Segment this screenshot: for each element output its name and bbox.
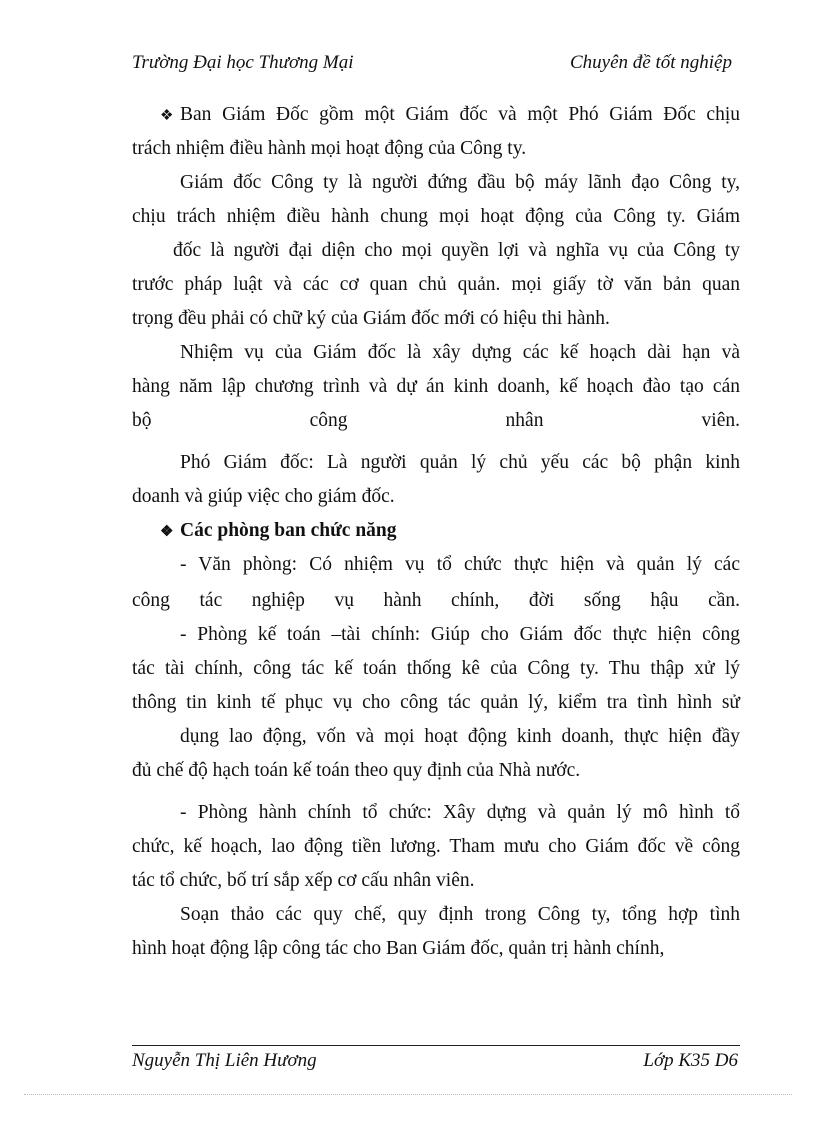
body-line: - Văn phòng: Có nhiệm vụ tổ chức thực hiện và quản lý các (180, 554, 740, 575)
body-line: hàng năm lập chương trình và dự án kinh doanh, kế hoạch đào tạo cán (132, 376, 740, 397)
body-line: trách nhiệm điều hành mọi hoạt động của Công ty. (132, 138, 527, 159)
body-line: Giám đốc Công ty là người đứng đầu bộ máy lãnh đạo Công ty, (180, 172, 740, 193)
body-line: tác tài chính, công tác kế toán thống kê của Công ty. Thu thập xử lý (132, 658, 740, 679)
header-school: Trường Đại học Thương Mại (132, 52, 354, 73)
section-heading: ❖ Các phòng ban chức năng (160, 514, 760, 549)
body-line: tác tổ chức, bố trí sắp xếp cơ cấu nhân viên. (132, 870, 475, 891)
body-line: Nhiệm vụ của Giám đốc là xây dựng các kế hoạch dài hạn và (180, 342, 740, 363)
body-line: doanh và giúp việc cho giám đốc. (132, 486, 395, 507)
body-line: bộ công nhân viên. (132, 410, 740, 431)
body-line: thông tin kinh tế phục vụ cho công tác quản lý, kiểm tra tình hình sử (132, 692, 740, 713)
body-line: đốc là người đại diện cho mọi quyền lợi và nghĩa vụ của Công ty (173, 240, 740, 261)
body-line: - Phòng kế toán –tài chính: Giúp cho Giám đốc thực hiện công (180, 624, 740, 645)
body-line: công tác nghiệp vụ hành chính, đời sống hậu cần. (132, 590, 740, 611)
body-line: - Phòng hành chính tổ chức: Xây dựng và quản lý mô hình tổ (180, 802, 740, 823)
footer-author: Nguyễn Thị Liên Hương (132, 1050, 317, 1071)
footer-class: Lớp K35 D6 (643, 1050, 738, 1071)
diamond-bullet-icon: ❖ (160, 108, 174, 124)
page-footer (132, 1050, 738, 1078)
body-line: ❖ Ban Giám Đốc gồm một Giám đốc và một Phó Giám Đốc chịu (160, 98, 740, 133)
body-line: Phó Giám đốc: Là người quản lý chủ yếu các bộ phận kinh (180, 452, 740, 473)
body-line: dụng lao động, vốn và mọi hoạt động kinh doanh, thực hiện đầy (180, 726, 740, 747)
body-line: hình hoạt động lập công tác cho Ban Giám đốc, quản trị hành chính, (132, 938, 665, 959)
body-line: chịu trách nhiệm điều hành chung mọi hoạt động của Công ty. Giám (132, 206, 740, 227)
header-title: Chuyên đề tốt nghiệp (570, 52, 732, 73)
body-line: trước pháp luật và các cơ quan chủ quản. mọi giấy tờ văn bản quan (132, 274, 740, 295)
body-line: Soạn thảo các quy chế, quy định trong Công ty, tổng hợp tình (180, 904, 740, 925)
body-line: đủ chế độ hạch toán kế toán theo quy định của Nhà nước. (132, 760, 581, 781)
footer-divider (132, 1045, 740, 1046)
page-header (132, 52, 732, 80)
diamond-bullet-icon: ❖ (160, 524, 174, 540)
body-line: chức, kế hoạch, lao động tiền lương. Tham mưu cho Giám đốc về công (132, 836, 740, 857)
page-edge-divider (24, 1094, 792, 1095)
body-line: trọng đều phải có chữ ký của Giám đốc mới có hiệu thi hành. (132, 308, 610, 329)
